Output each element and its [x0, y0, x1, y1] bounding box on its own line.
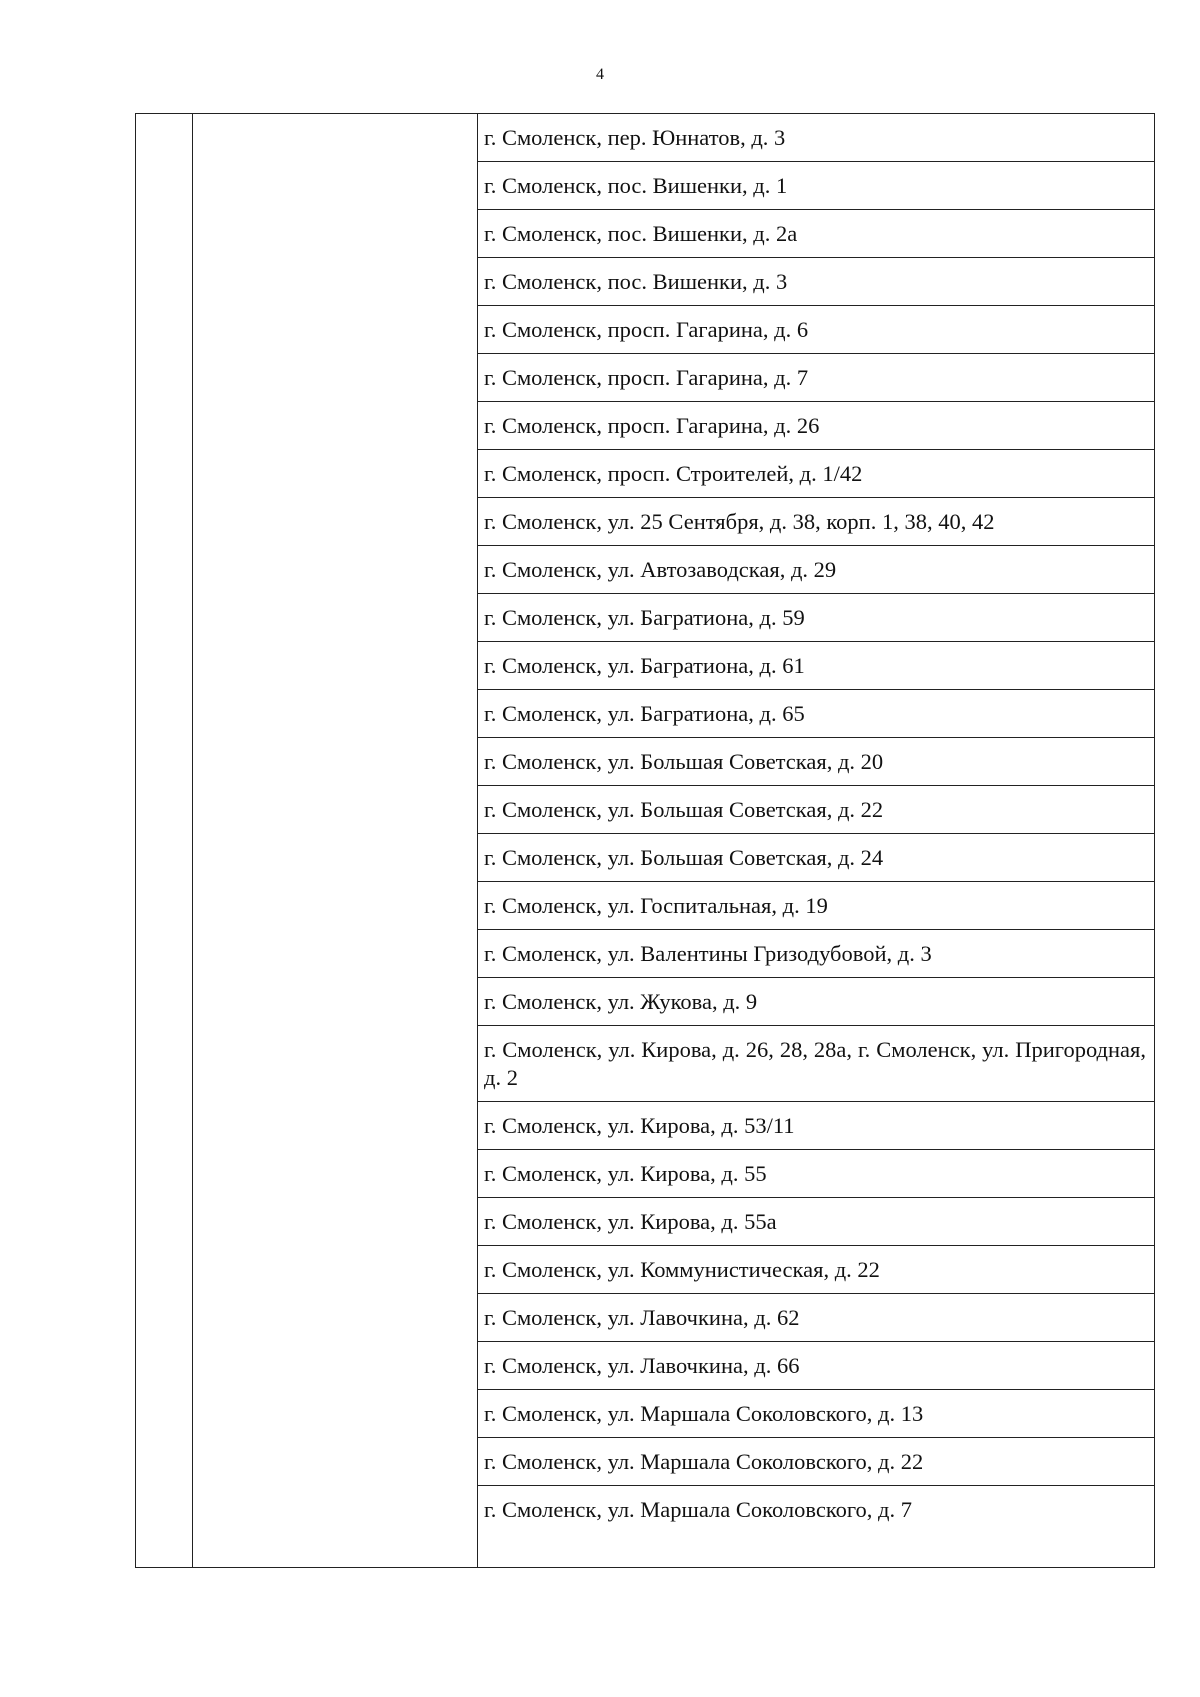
- address-cell: г. Смоленск, просп. Гагарина, д. 6: [484, 316, 809, 342]
- address-cell: г. Смоленск, ул. Багратиона, д. 59: [484, 604, 805, 630]
- address-cell: г. Смоленск, пос. Вишенки, д. 3: [484, 268, 788, 294]
- address-cell: г. Смоленск, пос. Вишенки, д. 1: [484, 172, 788, 198]
- address-cell: г. Смоленск, ул. Лавочкина, д. 62: [484, 1304, 800, 1330]
- table-row: [478, 498, 1154, 546]
- table-row: [478, 1294, 1154, 1342]
- table-row: [478, 1198, 1154, 1246]
- table-row: [478, 546, 1154, 594]
- address-cell: г. Смоленск, ул. Багратиона, д. 61: [484, 652, 805, 678]
- address-table: [135, 113, 1155, 1568]
- table-row: [478, 1486, 1154, 1566]
- table-row: [478, 642, 1154, 690]
- table-row: [478, 306, 1154, 354]
- address-cell: г. Смоленск, ул. Кирова, д. 53/11: [484, 1112, 795, 1138]
- address-cell: г. Смоленск, просп. Гагарина, д. 7: [484, 364, 809, 390]
- address-cell: г. Смоленск, ул. Кирова, д. 55а: [484, 1208, 777, 1234]
- table-row: [478, 978, 1154, 1026]
- table-row: [478, 594, 1154, 642]
- address-cell: г. Смоленск, ул. 25 Сентября, д. 38, корп. 1, 38, 40, 42: [484, 508, 995, 534]
- column-divider-1: [192, 114, 193, 1567]
- address-cell: г. Смоленск, ул. Кирова, д. 26, 28, 28а, г. Смоленск, ул. Пригородная, д. 2: [484, 1036, 1146, 1090]
- table-row: [478, 162, 1154, 210]
- address-cell: г. Смоленск, ул. Большая Советская, д. 22: [484, 796, 884, 822]
- table-row: [478, 1390, 1154, 1438]
- address-cell: г. Смоленск, ул. Большая Советская, д. 20: [484, 748, 884, 774]
- table-row: [478, 354, 1154, 402]
- table-row: [478, 786, 1154, 834]
- table-row: [478, 738, 1154, 786]
- table-row: [478, 834, 1154, 882]
- address-cell: г. Смоленск, ул. Жукова, д. 9: [484, 988, 758, 1014]
- address-cell: г. Смоленск, ул. Маршала Соколовского, д. 22: [484, 1448, 924, 1474]
- address-cell: г. Смоленск, ул. Коммунистическая, д. 22: [484, 1256, 880, 1282]
- table-row: [478, 1102, 1154, 1150]
- table-row: [478, 930, 1154, 978]
- address-cell: г. Смоленск, просп. Гагарина, д. 26: [484, 412, 820, 438]
- table-row: [478, 258, 1154, 306]
- table-row: [478, 1342, 1154, 1390]
- page-number: 4: [596, 66, 604, 83]
- address-cell: г. Смоленск, ул. Большая Советская, д. 24: [484, 844, 884, 870]
- table-row: [478, 210, 1154, 258]
- table-row: [478, 1438, 1154, 1486]
- table-row: [478, 1026, 1154, 1102]
- address-cell: г. Смоленск, ул. Багратиона, д. 65: [484, 700, 805, 726]
- address-cell: г. Смоленск, ул. Кирова, д. 55: [484, 1160, 767, 1186]
- table-row: [478, 114, 1154, 162]
- table-row: [478, 450, 1154, 498]
- table-row: [478, 1246, 1154, 1294]
- table-row: [478, 882, 1154, 930]
- address-cell: г. Смоленск, ул. Маршала Соколовского, д. 7: [484, 1497, 913, 1522]
- address-cell: г. Смоленск, просп. Строителей, д. 1/42: [484, 460, 863, 486]
- address-cell: г. Смоленск, пер. Юннатов, д. 3: [484, 124, 786, 150]
- address-cell: г. Смоленск, ул. Валентины Гризодубовой, д. 3: [484, 940, 932, 966]
- address-cell: г. Смоленск, ул. Автозаводская, д. 29: [484, 556, 837, 582]
- address-column: [478, 114, 1154, 1567]
- address-cell: г. Смоленск, пос. Вишенки, д. 2а: [484, 220, 798, 246]
- address-cell: г. Смоленск, ул. Маршала Соколовского, д. 13: [484, 1400, 924, 1426]
- address-cell: г. Смоленск, ул. Госпитальная, д. 19: [484, 892, 828, 918]
- table-row: [478, 402, 1154, 450]
- table-row: [478, 1150, 1154, 1198]
- address-cell: г. Смоленск, ул. Лавочкина, д. 66: [484, 1352, 800, 1378]
- table-row: [478, 690, 1154, 738]
